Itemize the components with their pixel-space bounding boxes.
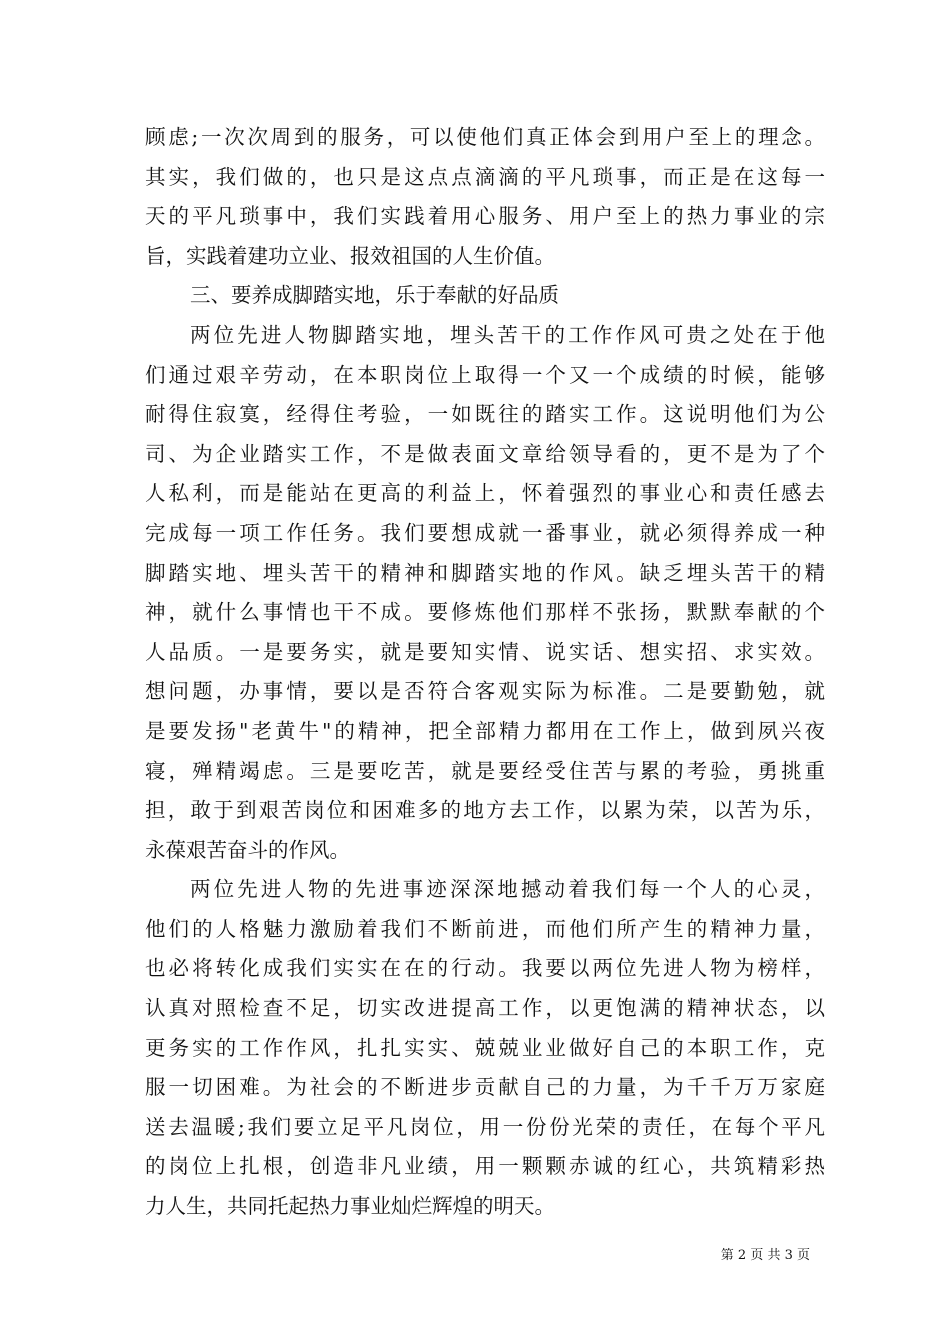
text-line: 永葆艰苦奋斗的作风。 bbox=[145, 837, 350, 862]
text-line: 人私利，而是能站在更高的利益上，怀着强烈的事业心和责任感去 bbox=[145, 481, 825, 506]
section-heading: 三、要养成脚踏实地，乐于奉献的好品质 bbox=[190, 283, 559, 308]
text-line: 旨，实践着建功立业、报效祖国的人生价值。 bbox=[145, 243, 555, 268]
text-line: 顾虑;一次次周到的服务，可以使他们真正体会到用户至上的理念。 bbox=[145, 125, 825, 149]
text-line: 是要发扬"老黄牛"的精神，把全部精力都用在工作上，做到夙兴夜 bbox=[145, 718, 825, 743]
text-line: 也必将转化成我们实实在在的行动。我要以两位先进人物为榜样， bbox=[145, 956, 825, 981]
text-line: 司、为企业踏实工作，不是做表面文章给领导看的，更不是为了个 bbox=[145, 441, 825, 466]
text-line: 送去温暖;我们要立足平凡岗位，用一份份光荣的责任，在每个平凡 bbox=[145, 1114, 825, 1139]
text-line: 寝，殚精竭虑。三是要吃苦，就是要经受住苦与累的考验，勇挑重 bbox=[145, 758, 825, 783]
text-line: 耐得住寂寞，经得住考验，一如既往的踏实工作。这说明他们为公 bbox=[145, 402, 825, 427]
text-line: 完成每一项工作任务。我们要想成就一番事业，就必须得养成一种 bbox=[145, 520, 825, 545]
page-number: 第 2 页 共 3 页 bbox=[720, 1248, 810, 1263]
text-line: 他们的人格魅力激励着我们不断前进，而他们所产生的精神力量， bbox=[145, 916, 825, 941]
text-line: 担，敢于到艰苦岗位和困难多的地方去工作，以累为荣，以苦为乐， bbox=[145, 798, 825, 823]
text-line: 的岗位上扎根，创造非凡业绩，用一颗颗赤诚的红心，共筑精彩热 bbox=[145, 1154, 825, 1179]
document-body bbox=[145, 118, 825, 1227]
text-line: 两位先进人物脚踏实地，埋头苦干的工作作风可贵之处在于他 bbox=[190, 322, 825, 347]
text-line: 服一切困难。为社会的不断进步贡献自己的力量，为千千万万家庭 bbox=[145, 1075, 825, 1100]
text-line: 神，就什么事情也干不成。要修炼他们那样不张扬，默默奉献的个 bbox=[145, 600, 825, 625]
text-line: 想问题，办事情，要以是否符合客观实际为标准。二是要勤勉，就 bbox=[145, 679, 825, 704]
text-line: 人品质。一是要务实，就是要知实情、说实话、想实招、求实效。 bbox=[145, 639, 825, 664]
text-line: 力人生，共同托起热力事业灿烂辉煌的明天。 bbox=[145, 1194, 555, 1219]
text-line: 更务实的工作作风，扎扎实实、兢兢业业做好自己的本职工作，克 bbox=[145, 1035, 825, 1060]
text-line: 脚踏实地、埋头苦干的精神和脚踏实地的作风。缺乏埋头苦干的精 bbox=[145, 560, 825, 585]
text-line: 认真对照检查不足，切实改进提高工作，以更饱满的精神状态，以 bbox=[145, 996, 825, 1021]
text-line: 们通过艰辛劳动，在本职岗位上取得一个又一个成绩的时候，能够 bbox=[145, 362, 825, 387]
text-line: 两位先进人物的先进事迹深深地撼动着我们每一个人的心灵， bbox=[190, 877, 825, 902]
text-line: 天的平凡琐事中，我们实践着用心服务、用户至上的热力事业的宗 bbox=[145, 204, 825, 229]
text-line: 其实，我们做的，也只是这点点滴滴的平凡琐事，而正是在这每一 bbox=[145, 164, 825, 189]
